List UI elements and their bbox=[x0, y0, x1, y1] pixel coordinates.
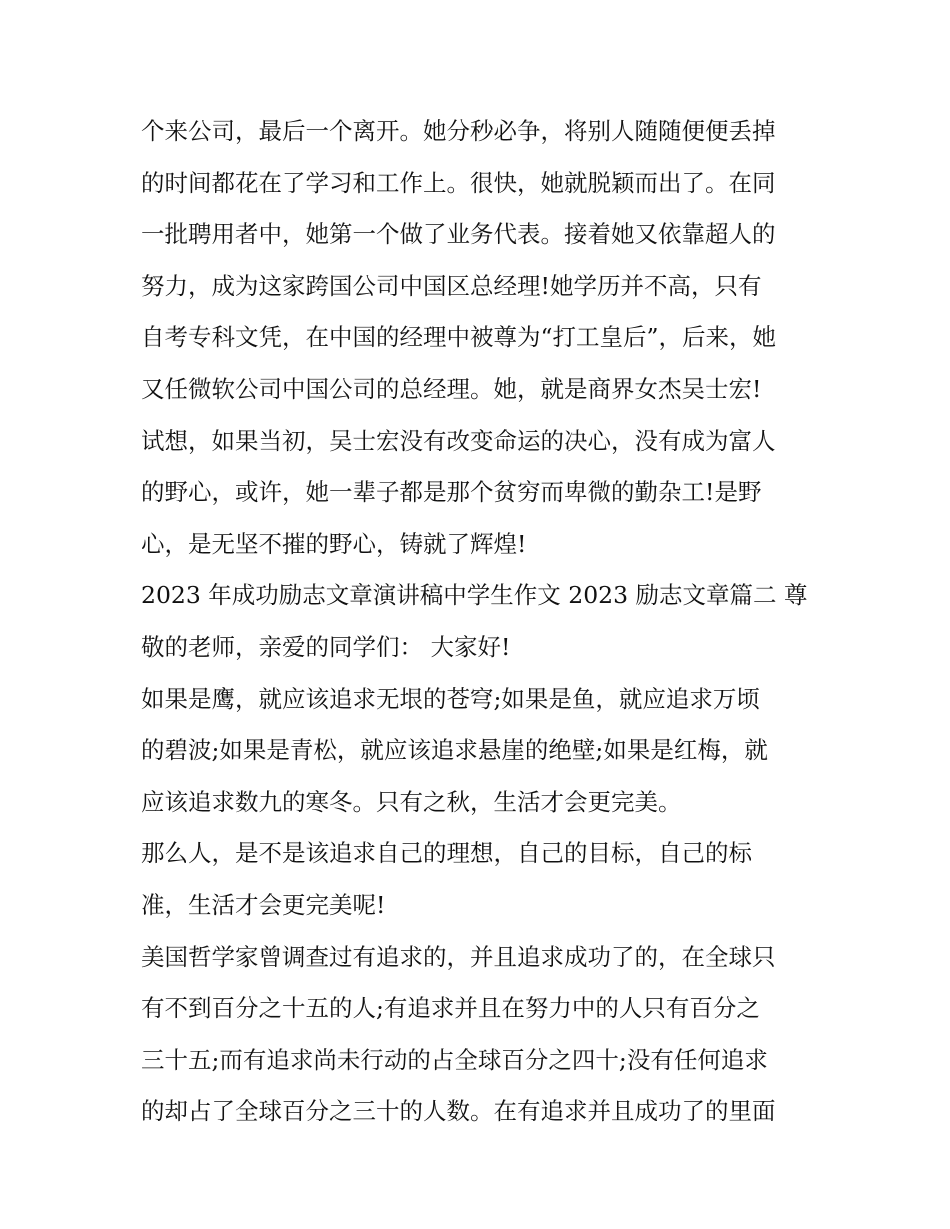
text-line: 又任微软公司中国公司的总经理。她，就是商界女杰吴士宏! bbox=[141, 374, 762, 403]
text-line: 三十五;而有追求尚未行动的占全球百分之四十;没有任何追求 bbox=[141, 1045, 768, 1074]
text-line: 心，是无坚不摧的野心，铸就了辉煌! bbox=[141, 529, 527, 558]
text-line: 的却占了全球百分之三十的人数。在有追求并且成功了的里面 bbox=[141, 1097, 776, 1126]
text-line: 如果是鹰，就应该追求无垠的苍穹;如果是鱼，就应追求万顷 bbox=[141, 684, 760, 713]
text-line: 自考专科文凭，在中国的经理中被尊为“打工皇后”，后来，她 bbox=[141, 323, 777, 352]
text-line: 个来公司，最后一个离开。她分秒必争，将别人随随便便丢掉 bbox=[141, 117, 776, 145]
text-line: 敬的老师，亲爱的同学们： 大家好! bbox=[141, 632, 511, 661]
text-line: 努力，成为这家跨国公司中国区总经理!她学历并不高，只有 bbox=[141, 271, 762, 300]
text-line: 试想，如果当初，吴士宏没有改变命运的决心，没有成为富人 bbox=[141, 426, 776, 455]
section-heading-line: 2023 年成功励志文章演讲稿中学生作文 2023 励志文章篇二 尊 bbox=[141, 581, 808, 610]
text-line: 一批聘用者中，她第一个做了业务代表。接着她又依靠超人的 bbox=[141, 220, 776, 249]
text-line: 的野心，或许，她一辈子都是那个贫穷而卑微的勤杂工!是野 bbox=[141, 478, 762, 507]
text-line: 的时间都花在了学习和工作上。很快，她就脱颖而出了。在同 bbox=[141, 168, 776, 197]
text-line: 那么人，是不是该追求自己的理想，自己的目标，自己的标 bbox=[141, 839, 752, 868]
text-line: 有不到百分之十五的人;有追求并且在努力中的人只有百分之 bbox=[141, 994, 760, 1023]
text-line: 应该追求数九的寒冬。只有之秋，生活才会更完美。 bbox=[141, 787, 682, 816]
document-body bbox=[141, 106, 813, 1138]
text-line: 准，生活才会更完美呢! bbox=[141, 890, 386, 919]
text-line: 的碧波;如果是青松，就应该追求悬崖的绝壁;如果是红梅，就 bbox=[141, 736, 768, 765]
text-line: 美国哲学家曾调查过有追求的，并且追求成功了的，在全球只 bbox=[141, 942, 776, 971]
